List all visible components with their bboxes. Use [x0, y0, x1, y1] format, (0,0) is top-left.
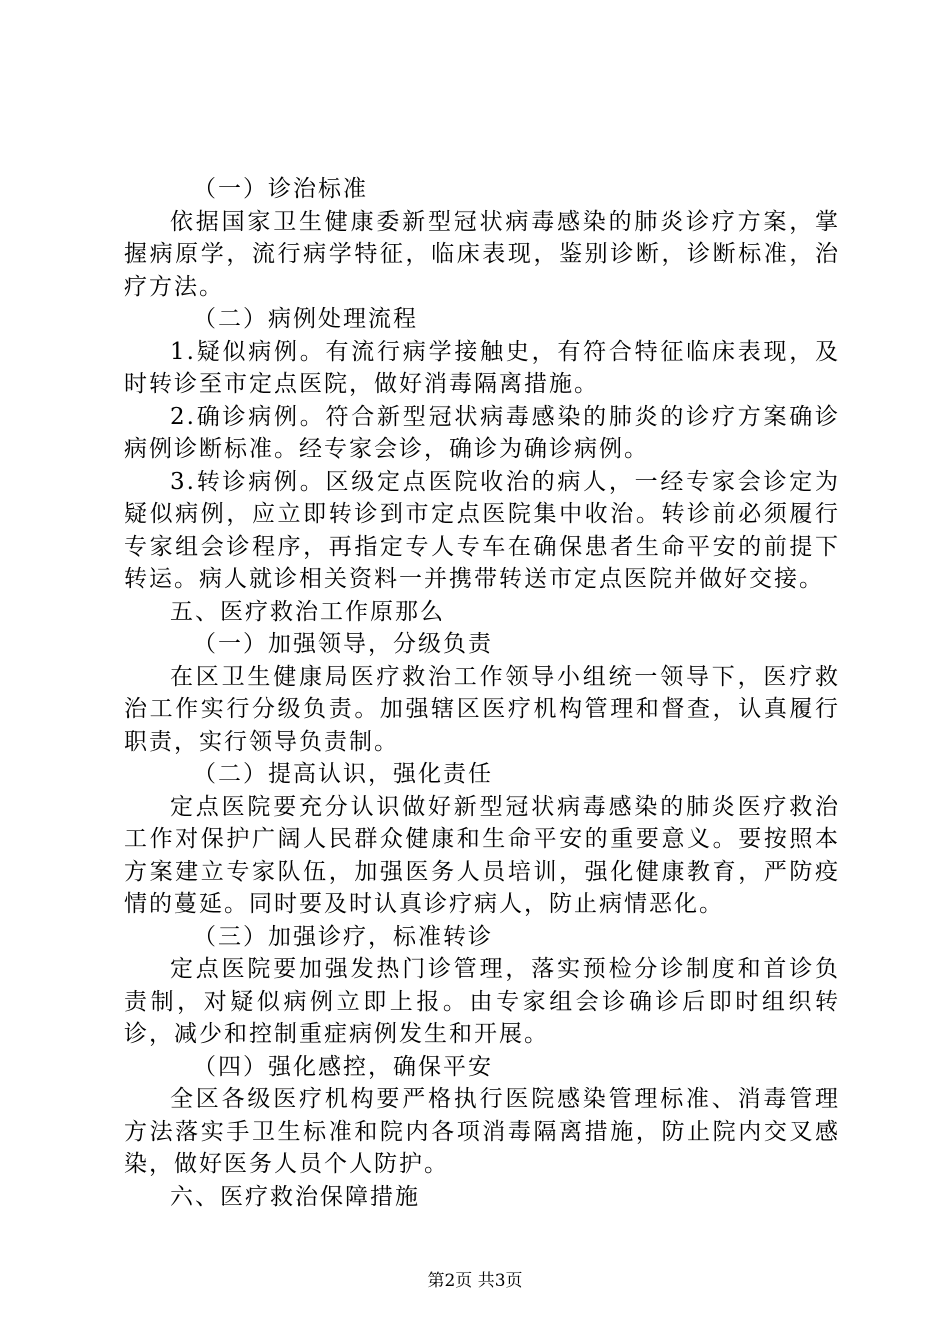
document-body [124, 173, 840, 1213]
paragraph-standard-referral: 定点医院要加强发热门诊管理，落实预检分诊制度和首诊负责制，对疑似病例立即上报。由专家组会诊确诊后即时组织转诊，减少和控制重症病例发生和开展。 [124, 956, 840, 1047]
paragraph-confirmed-case: 2.确诊病例。符合新型冠状病毒感染的肺炎的诊疗方案确诊病例诊断标准。经专家会诊，确诊为确诊病例。 [124, 403, 840, 462]
paragraph-diagnosis-basis: 依据国家卫生健康委新型冠状病毒感染的肺炎诊疗方案，掌握病原学，流行病学特征，临床表现，鉴别诊断，诊断标准，治疗方法。 [124, 208, 840, 300]
paragraph-heading-diagnosis-standard: （一）诊治标准 [193, 176, 368, 202]
paragraph-awareness: 定点医院要充分认识做好新型冠状病毒感染的肺炎医疗救治工作对保护广阔人民群众健康和生命平安的重要意义。要按照本方案建立专家队伍，加强医务人员培训，强化健康教育，严防疫情的蔓延。同时要及时认真诊疗病人，防止病情恶化。 [124, 793, 840, 917]
paragraph-heading-leadership: （一）加强领导，分级负责 [193, 631, 493, 657]
paragraph-heading-infection-control: （四）强化感控，确保平安 [193, 1053, 493, 1080]
paragraph-heading-awareness: （二）提高认识，强化责任 [193, 761, 493, 787]
page-number-footer: 第2页 共3页 [427, 1271, 523, 1291]
paragraph-heading-standard-referral: （三）加强诊疗，标准转诊 [193, 923, 493, 950]
paragraph-referral-case: 3.转诊病例。区级定点医院收治的病人，一经专家会诊定为疑似病例，应立即转诊到市定点医院集中收治。转诊前必须履行专家组会诊程序，再指定专人专车在确保患者生命平安的前提下转运。病人就诊相关资料一并携带转送市定点医院并做好交接。 [124, 468, 840, 592]
section-heading-safeguard-measures: 六、医疗救治保障措施 [170, 1183, 420, 1210]
section-heading-treatment-principles: 五、医疗救治工作原那么 [170, 598, 445, 625]
paragraph-infection-control: 全区各级医疗机构要严格执行医院感染管理标准、消毒管理方法落实手卫生标准和院内各项消毒隔离措施，防止院内交叉感染，做好医务人员个人防护。 [124, 1086, 840, 1177]
paragraph-suspected-case: 1.疑似病例。有流行病学接触史，有符合特征临床表现，及时转诊至市定点医院，做好消毒隔离措施。 [124, 338, 840, 397]
paragraph-leadership: 在区卫生健康局医疗救治工作领导小组统一领导下，医疗救治工作实行分级负责。加强辖区医疗机构管理和督查，认真履行职责，实行领导负责制。 [124, 663, 840, 755]
paragraph-heading-case-process: （二）病例处理流程 [193, 306, 418, 332]
